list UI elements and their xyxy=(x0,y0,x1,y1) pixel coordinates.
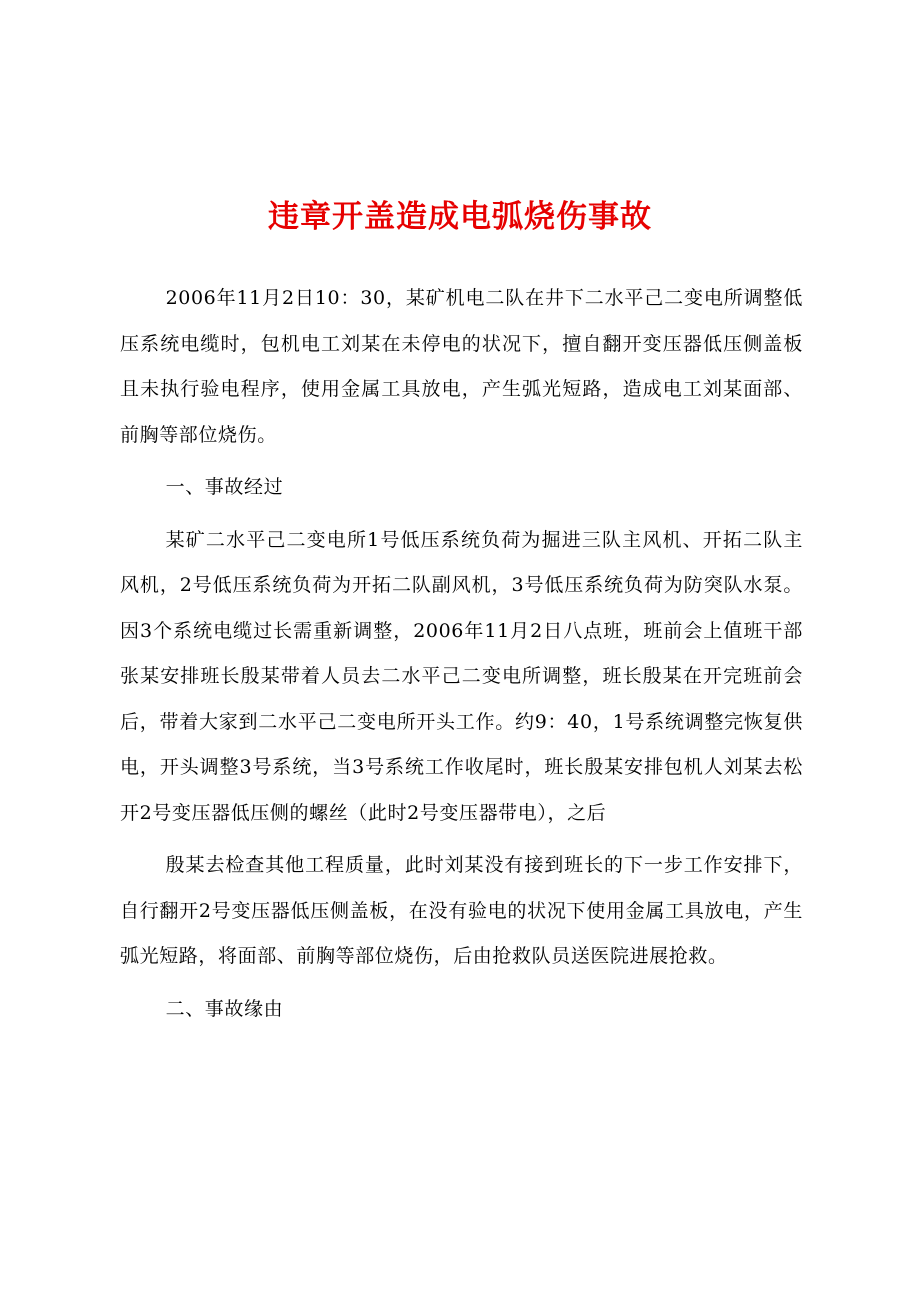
document-title: 违章开盖造成电弧烧伤事故 xyxy=(268,199,652,235)
intro-paragraph: 2006年11月2日10：30，某矿机电二队在井下二水平己二变电所调整低压系统电缆时，包机电工刘某在未停电的状况下，擅自翻开变压器低压侧盖板且未执行验电程序，使用金属工具放电，产生弧光短路，造成电工刘某面部、前胸等部位烧伤。 xyxy=(120,287,803,446)
section-heading-accident-cause: 二、事故缘由 xyxy=(165,997,284,1020)
section-heading-accident-process: 一、事故经过 xyxy=(165,476,284,498)
document-body xyxy=(120,276,803,1032)
accident-process-paragraph-2: 殷某去检查其他工程质量，此时刘某没有接到班长的下一步工作安排下，自行翻开2号变压器低压侧盖板，在没有验电的状况下使用金属工具放电，产生弧光短路，将面部、前胸等部位烧伤，后由抢救队员送医院进展抢救。 xyxy=(120,854,803,967)
accident-process-paragraph-1: 某矿二水平己二变电所1号低压系统负荷为掘进三队主风机、开拓二队主风机，2号低压系统负荷为开拓二队副风机，3号低压系统负荷为防突队水泵。因3个系统电缆过长需重新调整，2006年11月2日八点班，班前会上值班干部张某安排班长殷某带着人员去二水平己二变电所调整，班长殷某在开完班前会后，带着大家到二水平己二变电所开头工作。约9：40，1号系统调整完恢复供电，开头调整3号系统，当3号系统工作收尾时，班长殷某安排包机人刘某去松开2号变压器低压侧的螺丝（此时2号变压器带电），之后 xyxy=(120,528,803,824)
